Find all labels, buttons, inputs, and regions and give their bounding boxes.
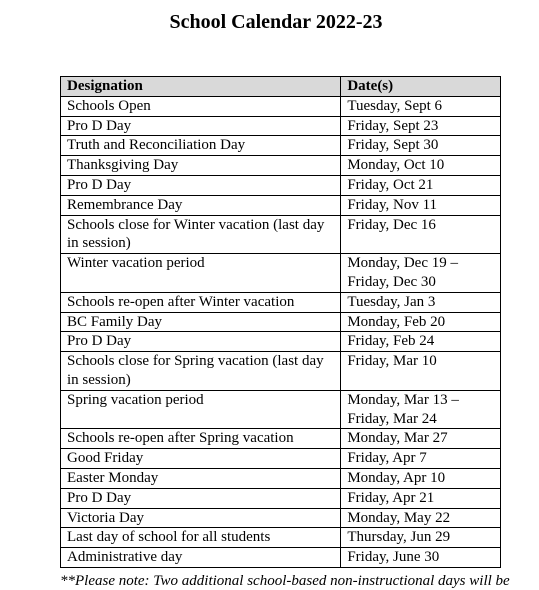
designation-cell: Truth and Reconciliation Day: [61, 136, 341, 156]
date-cell: Friday, Dec 16: [341, 215, 501, 254]
page-title: School Calendar 2022-23: [169, 11, 383, 33]
designation-cell: Last day of school for all students: [61, 528, 341, 548]
designation-cell: Schools re-open after Winter vacation: [61, 292, 341, 312]
designation-cell: Remembrance Day: [61, 195, 341, 215]
date-cell: Friday, Oct 21: [341, 175, 501, 195]
table-row: [61, 390, 501, 429]
date-cell: Friday, Mar 10: [341, 352, 501, 391]
table-row: [61, 429, 501, 449]
table-row: [61, 116, 501, 136]
date-cell: Monday, Apr 10: [341, 468, 501, 488]
table-row: [61, 175, 501, 195]
table-row: [61, 528, 501, 548]
designation-cell: Thanksgiving Day: [61, 156, 341, 176]
designation-cell: Administrative day: [61, 548, 341, 568]
date-cell: Friday, Sept 23: [341, 116, 501, 136]
table-row: [61, 468, 501, 488]
designation-cell: Schools close for Winter vacation (last day in session): [61, 215, 341, 254]
designation-cell: Winter vacation period: [61, 254, 341, 293]
table-row: [61, 195, 501, 215]
date-cell: Monday, Mar 27: [341, 429, 501, 449]
date-cell: Tuesday, Sept 6: [341, 96, 501, 116]
date-cell: Thursday, Jun 29: [341, 528, 501, 548]
table-header-row: [61, 77, 501, 97]
designation-cell: Good Friday: [61, 449, 341, 469]
school-calendar-table: [60, 76, 501, 568]
table-row: [61, 156, 501, 176]
table-row: [61, 215, 501, 254]
date-cell: Monday, May 22: [341, 508, 501, 528]
table-row: [61, 488, 501, 508]
table-row: [61, 312, 501, 332]
date-cell: Monday, Oct 10: [341, 156, 501, 176]
designation-cell: Schools Open: [61, 96, 341, 116]
table-row: [61, 449, 501, 469]
designation-cell: Pro D Day: [61, 116, 341, 136]
table-row: [61, 508, 501, 528]
date-cell: Monday, Dec 19 – Friday, Dec 30: [341, 254, 501, 293]
designation-cell: Victoria Day: [61, 508, 341, 528]
date-cell: Friday, Feb 24: [341, 332, 501, 352]
column-header-dates: Date(s): [341, 77, 501, 97]
date-cell: Monday, Feb 20: [341, 312, 501, 332]
table-row: [61, 352, 501, 391]
date-cell: Tuesday, Jan 3: [341, 292, 501, 312]
table-row: [61, 136, 501, 156]
designation-cell: Pro D Day: [61, 488, 341, 508]
designation-cell: Spring vacation period: [61, 390, 341, 429]
date-cell: Friday, Apr 7: [341, 449, 501, 469]
table-body: [61, 96, 501, 567]
date-cell: Friday, June 30: [341, 548, 501, 568]
designation-cell: Easter Monday: [61, 468, 341, 488]
footnote: **Please note: Two additional school-based non-instructional days will be: [60, 573, 510, 589]
column-header-designation: Designation: [61, 77, 341, 97]
table-row: [61, 292, 501, 312]
designation-cell: Pro D Day: [61, 175, 341, 195]
table-row: [61, 548, 501, 568]
table-row: [61, 254, 501, 293]
date-cell: Friday, Sept 30: [341, 136, 501, 156]
designation-cell: BC Family Day: [61, 312, 341, 332]
designation-cell: Schools close for Spring vacation (last day in session): [61, 352, 341, 391]
table-row: [61, 96, 501, 116]
designation-cell: Pro D Day: [61, 332, 341, 352]
date-cell: Friday, Nov 11: [341, 195, 501, 215]
date-cell: Friday, Apr 21: [341, 488, 501, 508]
table-row: [61, 332, 501, 352]
date-cell: Monday, Mar 13 – Friday, Mar 24: [341, 390, 501, 429]
designation-cell: Schools re-open after Spring vacation: [61, 429, 341, 449]
